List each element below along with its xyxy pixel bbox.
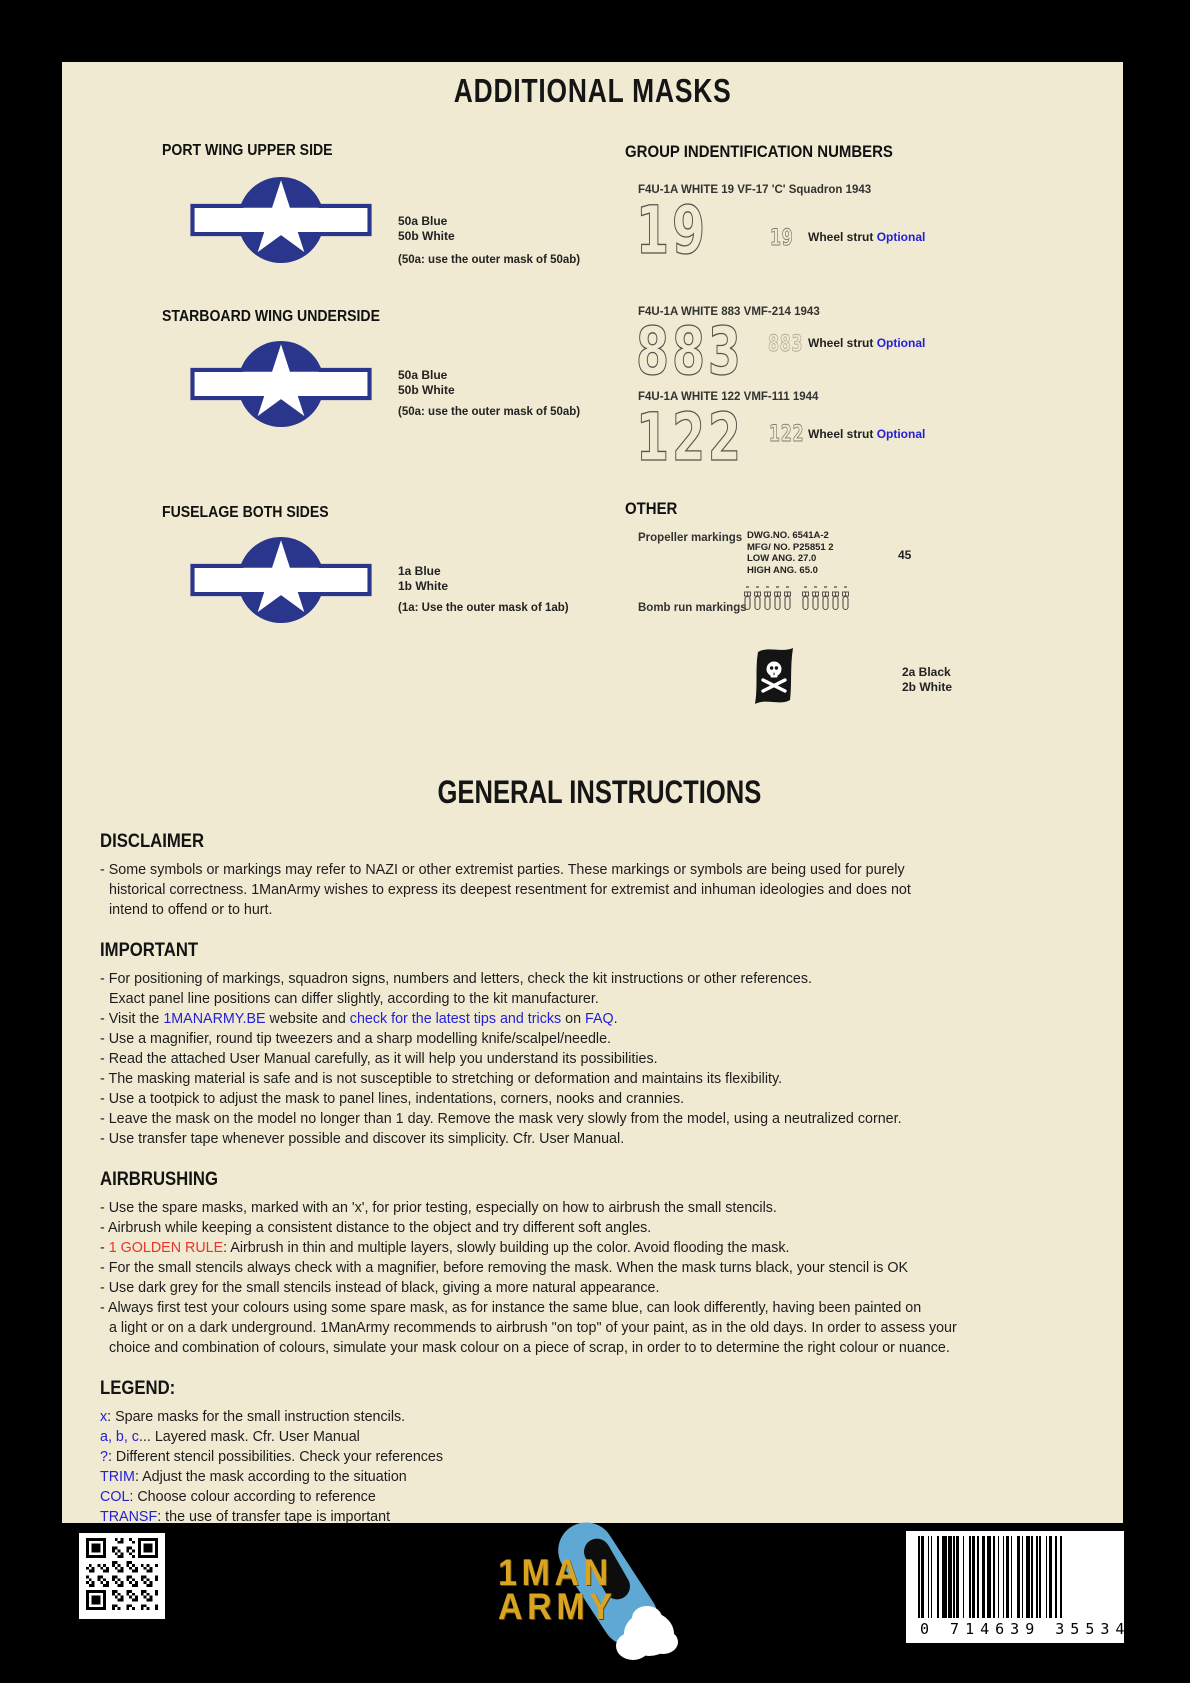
- section-heading-port-wing: PORT WING UPPER SIDE: [162, 142, 333, 159]
- logo-smoke-cloud: [624, 1612, 674, 1656]
- section-heading-fuselage: FUSELAGE BOTH SIDES: [162, 504, 329, 521]
- bomb-icon: [841, 586, 850, 621]
- brand-logo: [498, 1530, 682, 1658]
- instruction-line: ?: Different stencil possibilities. Check your references: [100, 1449, 444, 1465]
- instruction-line: - Use a magnifier, round tip tweezers and a sharp modelling knife/scalpel/needle.: [100, 1031, 612, 1047]
- stencil-caption: F4U-1A WHITE 122 VMF-111 1944: [638, 391, 819, 403]
- general-instructions-title: GENERAL INSTRUCTIONS: [437, 774, 762, 810]
- instruction-line: - Some symbols or markings may refer to NAZI or other extremist parties. These markings or symbols are being used for purely: [100, 862, 905, 878]
- instruction-line: - Use the spare masks, marked with an 'x', for prior testing, especially on how to airbrush the small stencils.: [100, 1200, 777, 1216]
- bomb-icon: [811, 586, 820, 621]
- stencil-caption: F4U-1A WHITE 19 VF-17 'C' Squadron 1943: [638, 184, 872, 196]
- instruction-line: TRIM: Adjust the mask according to the situation: [100, 1469, 407, 1485]
- additional-masks-section: [62, 62, 1123, 722]
- stencil-caption: F4U-1A WHITE 883 VMF-214 1943: [638, 306, 820, 318]
- instruction-line: - Leave the mask on the model no longer than 1 day. Remove the mask very slowly from the model, using a neutralized corner.: [100, 1111, 902, 1127]
- instruction-line: Exact panel line positions can differ slightly, according to the kit manufacturer.: [109, 991, 599, 1007]
- mask-note: (50a: use the outer mask of 50ab): [398, 406, 581, 418]
- us-insignia-roundel: [190, 534, 372, 626]
- mask-note: (1a: Use the outer mask of 1ab): [398, 602, 569, 614]
- section-heading: DISCLAIMER: [100, 831, 205, 852]
- instruction-line: - Use transfer tape whenever possible and discover its simplicity. Cfr. User Manual.: [100, 1131, 625, 1147]
- instruction-line: - Read the attached User Manual carefully, as it will help you understand its possibilities.: [100, 1051, 658, 1067]
- instruction-line: historical correctness. 1ManArmy wishes to express its deepest resentment for extremist and inhuman ideologies and does not: [109, 882, 911, 898]
- stencil-number-small: 883: [768, 332, 804, 357]
- instruction-line: - Always first test your colours using some spare mask, as for instance the same blue, can look differently, having been painted on: [100, 1300, 922, 1316]
- flag-color-labels: 2a Black 2b White: [902, 665, 952, 694]
- instruction-line: - For the small stencils always check with a magnifier, before removing the mask. When the mask turns black, your stencil is OK: [100, 1260, 909, 1276]
- barcode-digits: 0 714639 355348: [920, 1620, 1146, 1638]
- mask-color-labels: 1a Blue 1b White: [398, 564, 448, 593]
- logo-wordmark: 1MAN ARMY: [498, 1552, 617, 1627]
- instruction-line: a light or on a dark underground. 1ManArmy recommends to airbrush "on top" of your paint, as in the old days. In order to assess your: [109, 1320, 957, 1336]
- instruction-line: - Visit the 1MANARMY.BE website and check for the latest tips and tricks on FAQ.: [100, 1011, 618, 1027]
- stencil-number-large: 122: [636, 399, 744, 476]
- instruction-line: x: Spare masks for the small instruction stencils.: [100, 1409, 406, 1425]
- pirate-flag-icon: [748, 644, 800, 706]
- instruction-line: - 1 GOLDEN RULE: Airbrush in thin and multiple layers, slowly building up the color. Avoid flooding the mask.: [100, 1240, 790, 1256]
- propeller-specs: DWG.NO. 6541A-2 MFG/ NO. P25851 2 LOW ANG. 27.0 HIGH ANG. 65.0: [747, 530, 834, 576]
- stencil-number-small: 122: [769, 422, 805, 447]
- barcode: [906, 1531, 1146, 1643]
- instruction-sheet-page: [62, 62, 1123, 1523]
- instruction-sections: [100, 831, 1099, 1527]
- bomb-icon: [831, 586, 840, 621]
- bomb-icon: [773, 586, 782, 621]
- instruction-line: - The masking material is safe and is not susceptible to stretching or deformation and maintains its flexibility.: [100, 1071, 783, 1087]
- bomb-icon: [763, 586, 772, 621]
- wheel-strut-label: Wheel strut Optional: [808, 230, 926, 244]
- instruction-line: - Use a tootpick to adjust the mask to panel lines, indentations, corners, nooks and crannies.: [100, 1091, 685, 1107]
- wheel-strut-label: Wheel strut Optional: [808, 336, 926, 350]
- instruction-line: COL: Choose colour according to reference: [100, 1489, 376, 1505]
- instruction-line: intend to offend or to hurt.: [109, 902, 273, 918]
- instruction-line: - Airbrush while keeping a consistent distance to the object and try different soft angles.: [100, 1220, 652, 1236]
- bomb-icon: [753, 586, 762, 621]
- mask-note: (50a: use the outer mask of 50ab): [398, 254, 581, 266]
- bomb-run-icons: [743, 586, 851, 621]
- instruction-line: - Use dark grey for the small stencils instead of black, giving a more natural appearance.: [100, 1280, 660, 1296]
- section-heading: IMPORTANT: [100, 940, 199, 961]
- section-heading-starboard-wing: STARBOARD WING UNDERSIDE: [162, 308, 380, 325]
- page-title: ADDITIONAL MASKS: [453, 72, 732, 109]
- propeller-markings-label: Propeller markings: [638, 532, 743, 544]
- bomb-icon: [783, 586, 792, 621]
- instruction-line: TRANSF: the use of transfer tape is important: [100, 1509, 391, 1525]
- barcode-bars: [918, 1536, 1116, 1618]
- us-insignia-roundel: [190, 174, 372, 266]
- stencil-number-small: 19: [770, 226, 794, 251]
- mask-color-labels: 50a Blue 50b White: [398, 368, 455, 397]
- bomb-run-label: Bomb run markings: [638, 602, 747, 614]
- bomb-icon: [821, 586, 830, 621]
- section-heading: AIRBRUSHING: [100, 1169, 218, 1190]
- instruction-line: a, b, c... Layered mask. Cfr. User Manual: [100, 1429, 360, 1445]
- general-instructions-section: [62, 774, 1123, 1527]
- bomb-icon: [743, 586, 752, 621]
- wheel-strut-label: Wheel strut Optional: [808, 427, 926, 441]
- section-heading-other: OTHER: [625, 499, 678, 518]
- mask-color-labels: 50a Blue 50b White: [398, 214, 455, 243]
- stencil-number-large: 19: [636, 192, 708, 269]
- us-insignia-roundel: [190, 338, 372, 430]
- section-heading: LEGEND:: [100, 1378, 176, 1399]
- instruction-line: choice and combination of colours, simulate your mask colour on a piece of scrap, in order to to determine the right colour or nuance.: [109, 1340, 950, 1356]
- section-heading-group-numbers: GROUP INDENTIFICATION NUMBERS: [625, 142, 893, 161]
- qr-code: [79, 1533, 165, 1619]
- stencil-number-large: 883: [636, 313, 744, 390]
- instruction-line: - For positioning of markings, squadron signs, numbers and letters, check the kit instructions or other references.: [100, 971, 813, 987]
- bomb-icon: [801, 586, 810, 621]
- propeller-mask-number: 45: [898, 548, 912, 562]
